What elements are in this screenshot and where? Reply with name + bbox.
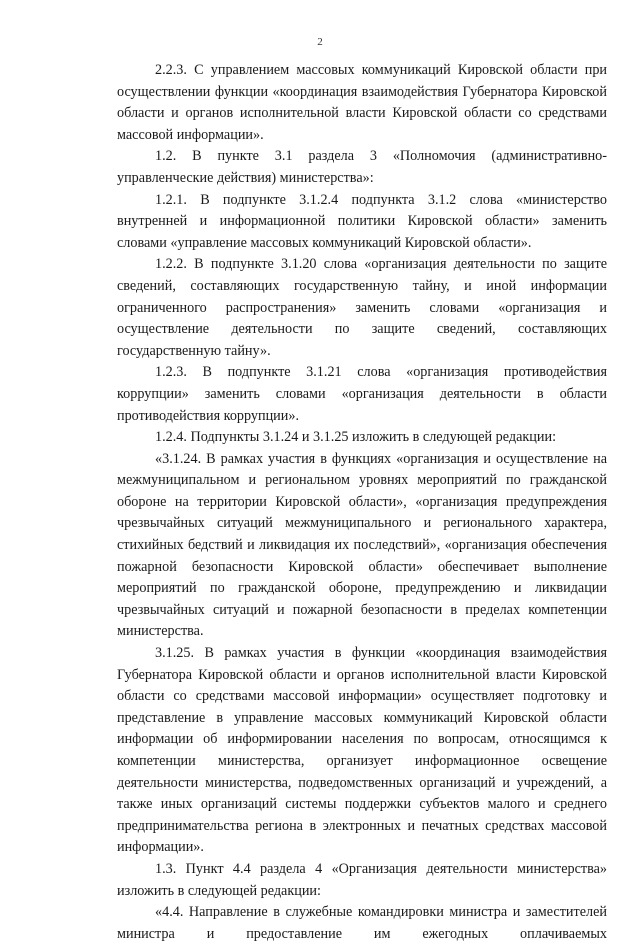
paragraph-2-2-3: 2.2.3. С управлением массовых коммуникаций Кировской области при осуществлении функции «координация взаимодействия Губернатора Кировской области и органов исполнительной власти Кировской области со средствами массовой информации». (117, 62, 607, 143)
paragraph-1-2-3: 1.2.3. В подпункте 3.1.21 слова «организация противодействия коррупции» заменить словами «организация деятельности в области противодействия коррупции». (117, 364, 607, 424)
paragraph-1-3: 1.3. Пункт 4.4 раздела 4 «Организация деятельности министерства» изложить в следующей редакции: (117, 860, 607, 899)
paragraph-3-1-24: «3.1.24. В рамках участия в функциях «организация и осуществление на межмуниципальном и региональном уровнях мероприятий по гражданской обороне на территории Кировской области», «организация предупреждения чрезвычайных ситуаций межмуниципального и регионального характера, стихийных бедствий и ликвидация их последствий», «организация обеспечения пожарной безопасности Кировской области» обеспечивает выполнение мероприятий по гражданской обороне, предупреждению и ликвидации чрезвычайных ситуаций и пожарной безопасности в пределах компетенции министерства. (117, 450, 607, 640)
paragraph-1-2-1: 1.2.1. В подпункте 3.1.2.4 подпункта 3.1.2 слова «министерство внутренней и информационной политики Кировской области» заменить словами «управление массовых коммуникаций Кировской области». (117, 191, 607, 251)
paragraph-1-2-4: 1.2.4. Подпункты 3.1.24 и 3.1.25 изложить в следующей редакции: (155, 429, 557, 446)
paragraph-1-2-2: 1.2.2. В подпункте 3.1.20 слова «организация деятельности по защите сведений, составляющих государственную тайну, и иной информации ограниченного распространения» заменить словами «организация и осуществление деятельности по защите сведений, составляющих государственную тайну». (117, 256, 607, 359)
document-body (117, 60, 607, 945)
page-number: 2 (317, 36, 323, 48)
paragraph-3-1-25: 3.1.25. В рамках участия в функции «координация взаимодействия Губернатора Кировской области и органов исполнительной власти Кировской области со средствами массовой информации» осуществляет подготовку и представление в управление массовых коммуникаций Кировской области информации об информировании населения по вопросам, относящимся к компетенции министерства, организует информационное освещение деятельности министерства, подведомственных организаций и учреждений, а также иных организаций системы поддержки субъектов малого и среднего предпринимательства региона в электронных и печатных средствах массовой информации». (117, 645, 607, 856)
paragraph-1-2: 1.2. В пункте 3.1 раздела 3 «Полномочия (административно-управленческие действия) министерства»: (117, 148, 607, 186)
paragraph-4-4: «4.4. Направление в служебные командировки министра и заместителей министра и предоставление им ежегодных оплачиваемых (117, 904, 607, 942)
